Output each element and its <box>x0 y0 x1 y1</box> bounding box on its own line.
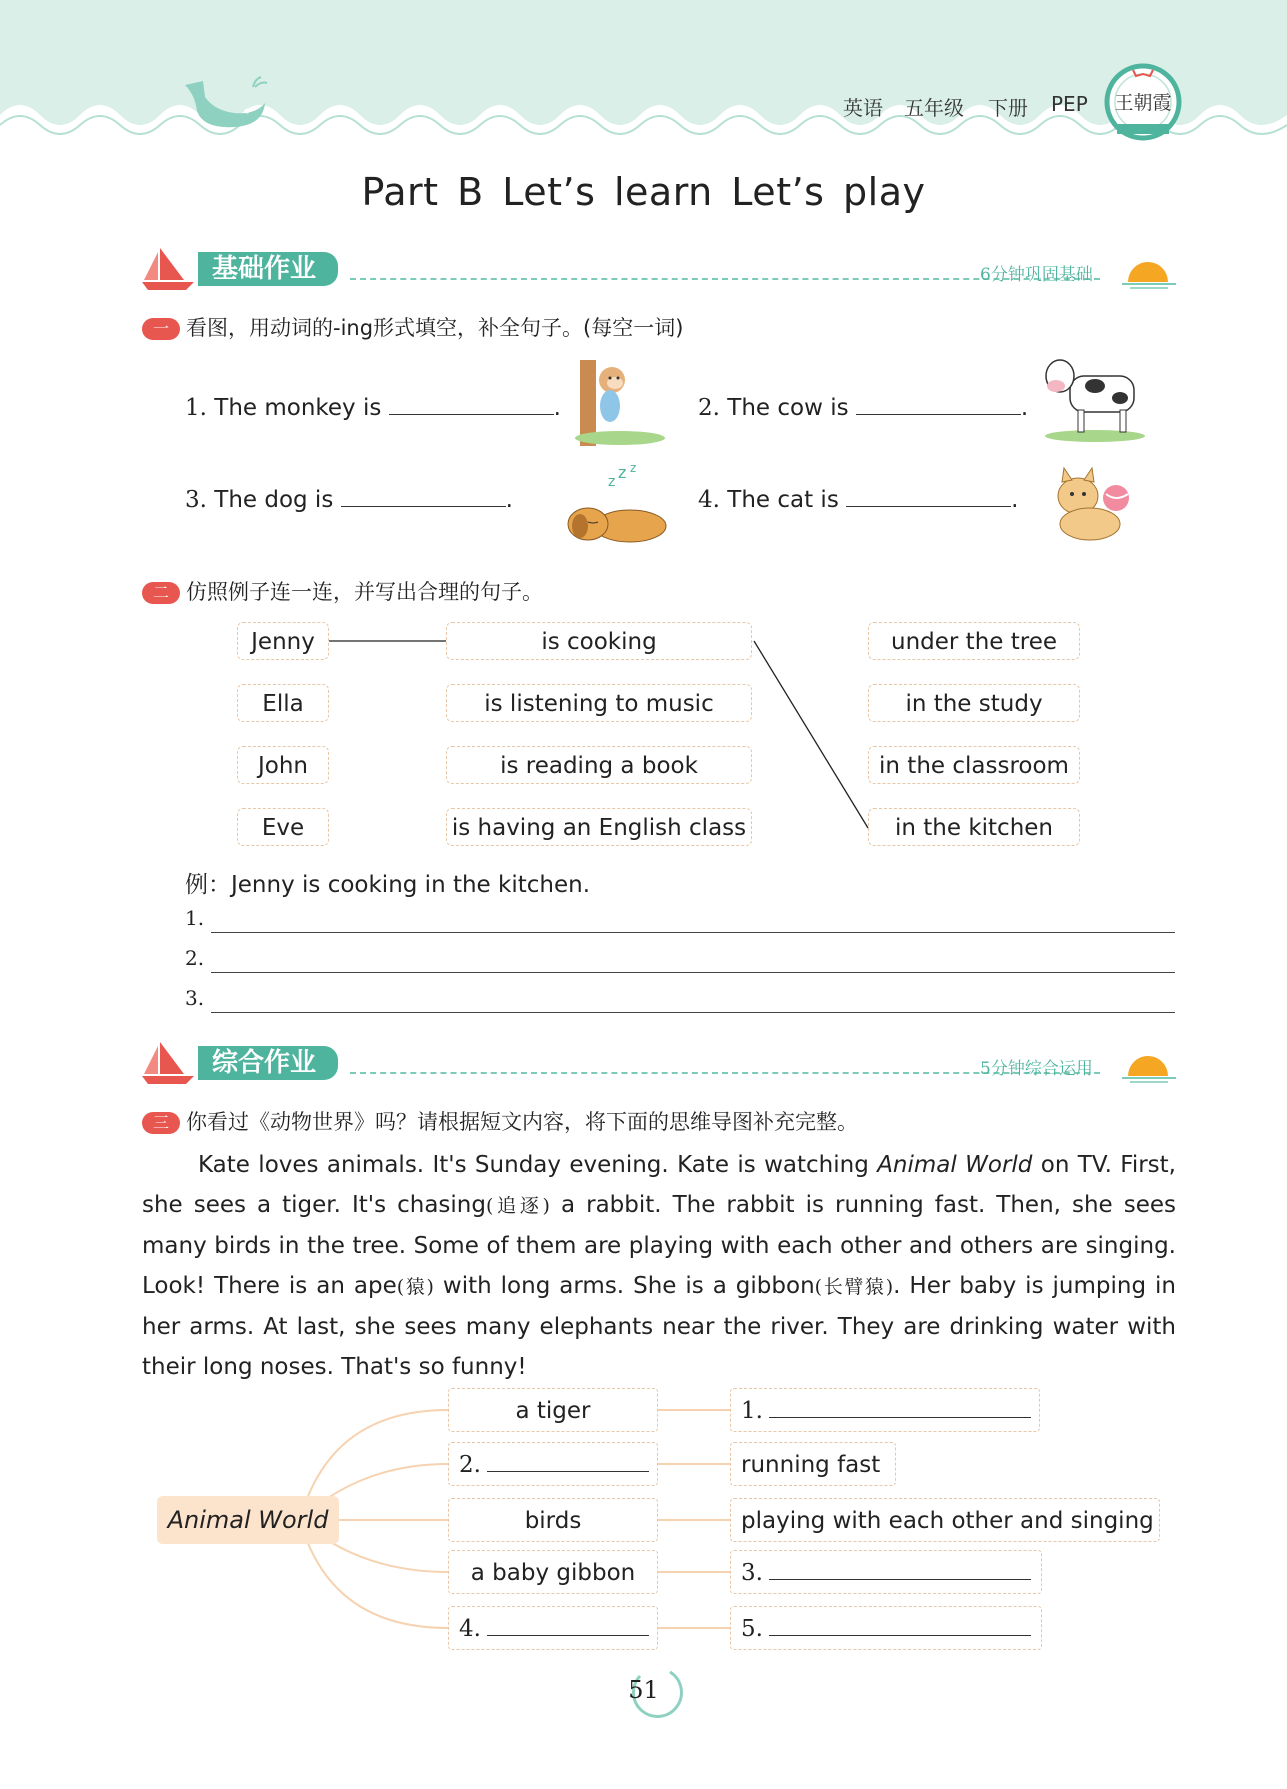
gloss: (追逐) <box>486 1195 550 1217</box>
mindmap-node-tiger: a tiger <box>448 1388 658 1432</box>
fill-item-4: 4. The cat is . <box>698 484 1018 513</box>
mindmap-blank-4[interactable]: 4. <box>448 1606 658 1650</box>
page-title: Part B Let’s learn Let’s play <box>361 170 926 214</box>
sunset-icon <box>1122 1046 1176 1084</box>
publisher-logo <box>1103 62 1183 142</box>
fill-item-2: 2. The cow is . <box>698 392 1028 421</box>
write-line-label: 1. <box>185 906 205 930</box>
gloss: (长臂猿) <box>814 1276 894 1298</box>
match-action-listening[interactable]: is listening to music <box>446 684 752 722</box>
question-number-badge: 二 <box>142 582 180 604</box>
question-3-instruction <box>142 1106 858 1136</box>
logo-text: 王朝霞 <box>1114 92 1172 114</box>
fill-item-3: 3. The dog is . <box>185 484 513 513</box>
mindmap-blank-2[interactable]: 2. <box>448 1442 658 1486</box>
answer-blank[interactable] <box>846 484 1011 507</box>
example-sentence: 例：Jenny is cooking in the kitchen. <box>185 872 591 898</box>
match-place-kitchen[interactable]: in the kitchen <box>868 808 1080 846</box>
match-place-study[interactable]: in the study <box>868 684 1080 722</box>
match-place-tree[interactable]: under the tree <box>868 622 1080 660</box>
write-line-label: 3. <box>185 986 205 1010</box>
time-hint: 6分钟巩固基础 <box>980 265 1093 285</box>
section-label: 基础作业 <box>198 252 338 286</box>
cow-eating-illustration <box>1040 352 1150 444</box>
instruction-text: 你看过《动物世界》吗？请根据短文内容，将下面的思维导图补充完整。 <box>186 1110 858 1134</box>
time-hint: 5分钟综合运用 <box>980 1059 1093 1079</box>
cat-playing-illustration <box>1040 462 1140 554</box>
whale-icon <box>175 75 275 133</box>
subject-label: 英语 <box>843 96 883 120</box>
write-line-2[interactable] <box>211 972 1175 973</box>
volume-label: 下册 <box>988 96 1028 120</box>
mindmap-node-birds: birds <box>448 1498 658 1542</box>
answer-blank[interactable] <box>389 392 554 415</box>
instruction-text: 仿照例子连一连，并写出合理的句子。 <box>186 580 543 604</box>
edition-label: PEP <box>1051 92 1088 116</box>
svg-text:z: z <box>630 464 637 475</box>
monkey-climbing-illustration <box>560 358 670 446</box>
mindmap-blank-3[interactable]: 3. <box>730 1550 1042 1594</box>
write-line-3[interactable] <box>211 1012 1175 1013</box>
question-1-instruction <box>142 312 683 342</box>
sailboat-icon <box>140 1040 196 1086</box>
match-name-john[interactable]: John <box>237 746 329 784</box>
reading-passage: Kate loves animals. It's Sunday evening. Kate is watching Animal World on TV. First, she sees a tiger. It's chasing(追逐) a rabbit. The rabbit is running fast. Then, she sees many birds in the tree. Some of them are playing with each other and others are singing. Look! There is an ape(猿) with long arms. She is a gibbon(长臂猿). Her baby is jumping in her arms. At last, she sees many elephants near the river. They are drinking water with their long noses. That's so funny! <box>142 1152 1177 1380</box>
gloss: (猿) <box>396 1276 434 1298</box>
page-number: 51 <box>628 1676 659 1704</box>
mindmap-node-baby-gibbon: a baby gibbon <box>448 1550 658 1594</box>
answer-blank[interactable] <box>856 392 1021 415</box>
mindmap-blank-1[interactable]: 1. <box>730 1388 1040 1432</box>
instruction-text: 看图，用动词的-ing形式填空，补全句子。(每空一词) <box>186 316 684 340</box>
grade-label: 五年级 <box>904 96 964 120</box>
question-2-instruction <box>142 576 543 606</box>
dog-sleeping-illustration <box>560 464 670 554</box>
section-label: 综合作业 <box>198 1046 338 1080</box>
svg-text:z: z <box>608 474 616 490</box>
mindmap-node-playing-singing: playing with each other and singing <box>730 1498 1160 1542</box>
fill-item-1: 1. The monkey is . <box>185 392 561 421</box>
match-action-class[interactable]: is having an English class <box>446 808 752 846</box>
sailboat-icon <box>140 246 196 292</box>
section-banner-basic <box>140 246 1176 292</box>
write-line-label: 2. <box>185 946 205 970</box>
answer-blank[interactable] <box>341 484 506 507</box>
svg-text:z: z <box>618 464 627 482</box>
question-number-badge: 三 <box>142 1112 180 1134</box>
match-name-ella[interactable]: Ella <box>237 684 329 722</box>
match-action-reading[interactable]: is reading a book <box>446 746 752 784</box>
section-banner-comprehensive <box>140 1040 1176 1086</box>
match-name-eve[interactable]: Eve <box>237 808 329 846</box>
sunset-icon <box>1122 252 1176 290</box>
match-action-cooking[interactable]: is cooking <box>446 622 752 660</box>
question-number-badge: 一 <box>142 318 180 340</box>
mindmap-blank-5[interactable]: 5. <box>730 1606 1042 1650</box>
show-title: Animal World <box>877 1152 1033 1178</box>
mindmap-root: Animal World <box>157 1496 339 1544</box>
mindmap-node-running-fast: running fast <box>730 1442 896 1486</box>
match-place-classroom[interactable]: in the classroom <box>868 746 1080 784</box>
match-name-jenny[interactable]: Jenny <box>237 622 329 660</box>
write-line-1[interactable] <box>211 932 1175 933</box>
